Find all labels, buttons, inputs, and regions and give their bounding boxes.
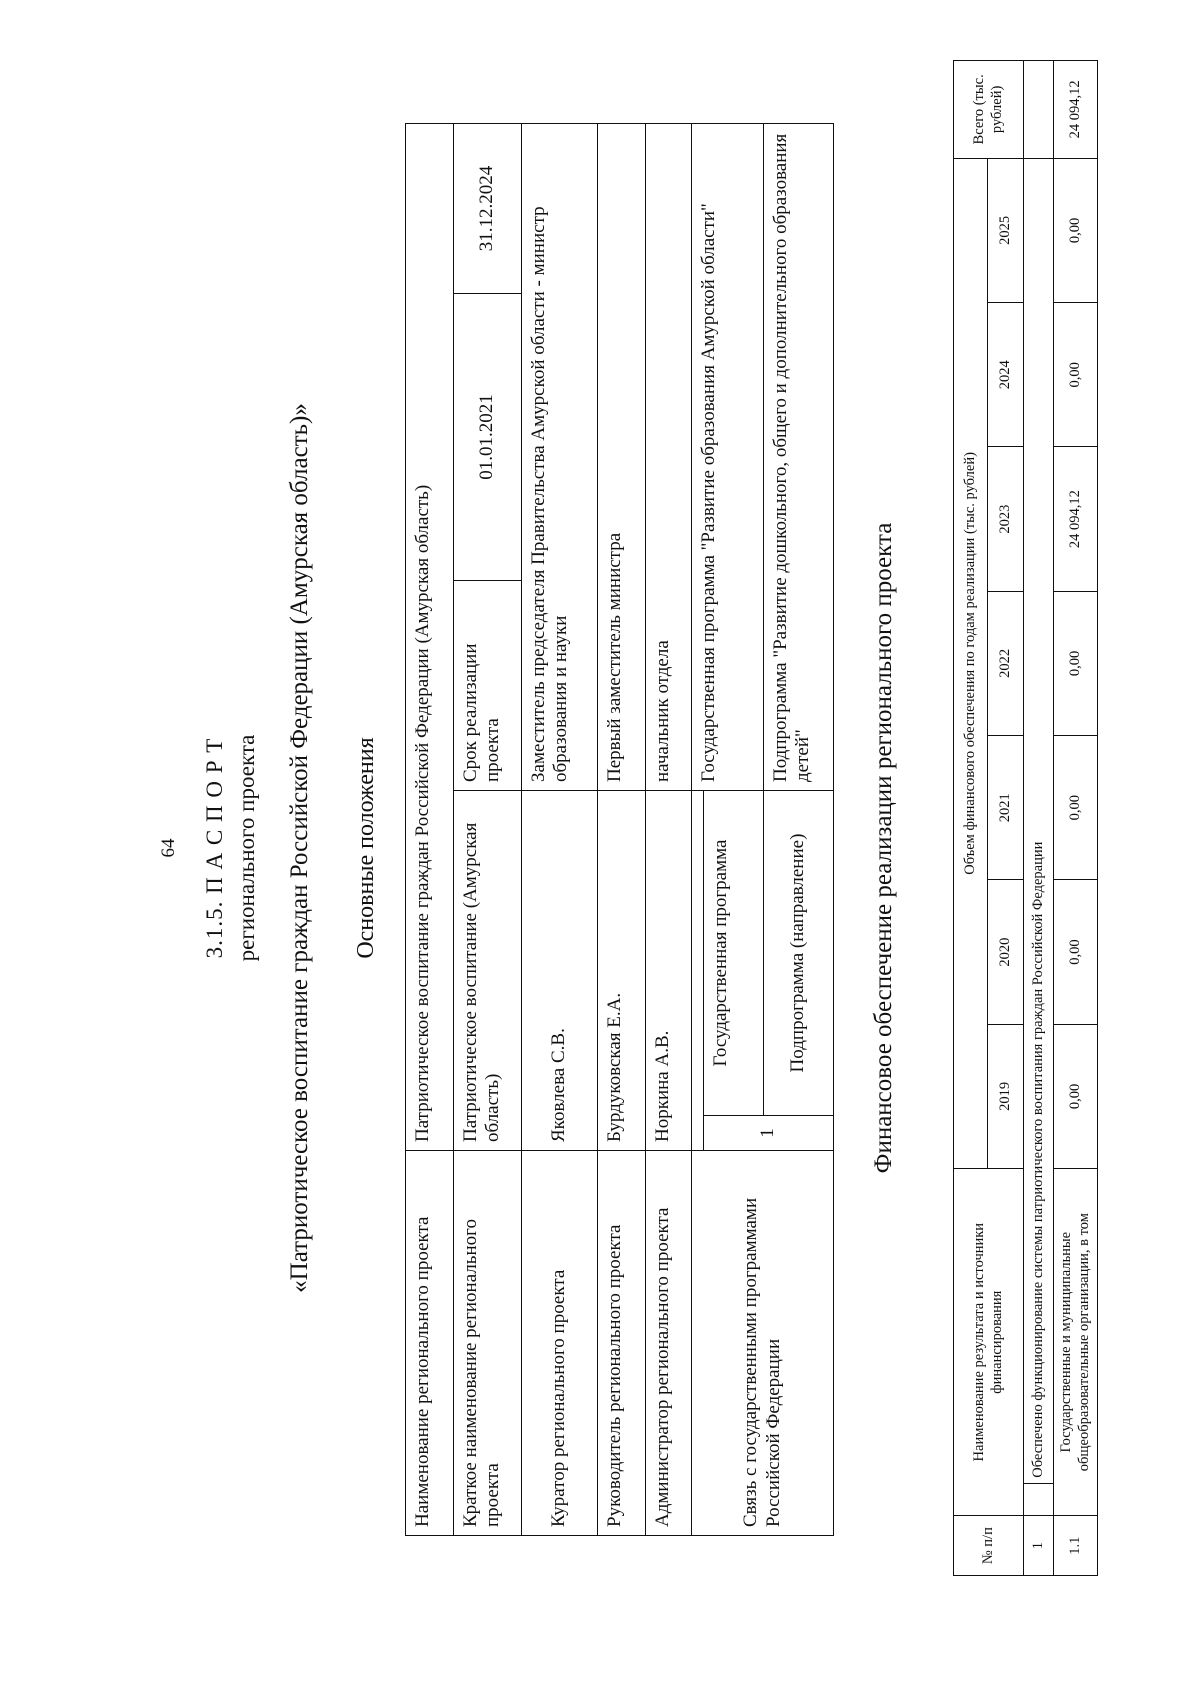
cell-spacer xyxy=(1024,1483,1054,1516)
term-label: Срок реализации проекта xyxy=(454,581,522,791)
cell-spacer xyxy=(692,791,704,1151)
value-cell: 0,00 xyxy=(1054,591,1098,735)
table-row xyxy=(692,123,704,1535)
row-value: Бурдуковская Е.А. xyxy=(598,791,646,1151)
table-header-row xyxy=(954,61,988,1576)
value-cell: 0,00 xyxy=(1054,880,1098,1024)
section-title-main-provisions: Основные положения xyxy=(353,737,379,959)
row-label: Куратор регионального проекта xyxy=(522,1151,598,1536)
row-value: Яковлева С.В. xyxy=(522,791,598,1151)
value-cell: 24 094,12 xyxy=(1054,447,1098,591)
row-label: Руководитель регионального проекта xyxy=(598,1151,646,1536)
program-value: Государственная программа "Развитие образования Амурской области" xyxy=(692,123,764,790)
row-role: Первый заместитель министра xyxy=(598,123,646,790)
column-header-total: Всего (тыс. рублей) xyxy=(954,61,1024,159)
year-header: 2025 xyxy=(988,158,1024,302)
passport-subheading: регионального проекта xyxy=(234,734,259,962)
passport-heading: 3.1.5. П А С П О Р Т xyxy=(202,737,227,959)
project-title: «Патриотическое воспитание граждан Российской Федерации (Амурская область)» xyxy=(286,403,313,1293)
year-header: 2020 xyxy=(988,880,1024,1024)
row-value: Патриотическое воспитание граждан Российской Федерации (Амурская область) xyxy=(406,123,454,1150)
row-label: Краткое наименование регионального проекта xyxy=(454,1151,522,1536)
row-role: начальник отдела xyxy=(646,123,692,790)
year-header: 2022 xyxy=(988,591,1024,735)
table-row xyxy=(1054,61,1098,1576)
year-header: 2023 xyxy=(988,447,1024,591)
column-header-name: Наименование результата и источники финансирования xyxy=(954,1169,1024,1516)
row-number: 1.1 xyxy=(1054,1516,1098,1576)
finance-section-title: Финансовое обеспечение реализации регионального проекта xyxy=(870,522,897,1174)
section-number: 1 xyxy=(1024,1516,1054,1576)
table-row xyxy=(598,123,646,1535)
passport-table xyxy=(405,123,834,1536)
table-row xyxy=(646,123,692,1535)
subprogram-value: Подпрограмма "Развитие дошкольного, общего и дополнительного образования детей" xyxy=(764,123,834,790)
cell-spacer xyxy=(1024,61,1054,159)
column-header-number: № п/п xyxy=(954,1516,1024,1576)
term-end-date: 31.12.2024 xyxy=(454,123,522,293)
section-text: Обеспечено функционирование системы патриотического воспитания граждан Российской Федерации xyxy=(1024,158,1054,1483)
row-label: Наименование регионального проекта xyxy=(406,1151,454,1536)
year-header: 2021 xyxy=(988,736,1024,880)
table-row xyxy=(522,123,598,1535)
row-role: Заместитель председателя Правительства Амурской области - министр образования и науки xyxy=(522,123,598,790)
term-start-date: 01.01.2021 xyxy=(454,294,522,581)
row-label: Связь с государственными программами Российской Федерации xyxy=(692,1151,834,1536)
finance-table xyxy=(953,60,1098,1576)
row-value: Патриотическое воспитание (Амурская область) xyxy=(454,791,522,1151)
table-row xyxy=(1024,61,1054,1576)
row-value: Норкина А.В. xyxy=(646,791,692,1151)
row-label: Администратор регионального проекта xyxy=(646,1151,692,1536)
table-row xyxy=(406,123,454,1535)
value-cell: 0,00 xyxy=(1054,1024,1098,1168)
value-cell: 0,00 xyxy=(1054,736,1098,880)
value-cell: 0,00 xyxy=(1054,158,1098,302)
program-label: Государственная программа xyxy=(704,791,764,1116)
total-cell: 24 094,12 xyxy=(1054,61,1098,159)
row-name: Государственные и муниципальные общеобразовательные организации, в том xyxy=(1054,1169,1098,1516)
value-cell: 0,00 xyxy=(1054,303,1098,447)
page-number: 64 xyxy=(158,838,179,858)
program-number: 1 xyxy=(704,1116,834,1151)
year-header: 2019 xyxy=(988,1024,1024,1168)
table-row xyxy=(454,123,522,1535)
year-header: 2024 xyxy=(988,303,1024,447)
column-header-volume: Объем финансового обеспечения по годам реализации (тыс. рублей) xyxy=(954,158,988,1168)
subprogram-label: Подпрограмма (направление) xyxy=(764,791,834,1116)
